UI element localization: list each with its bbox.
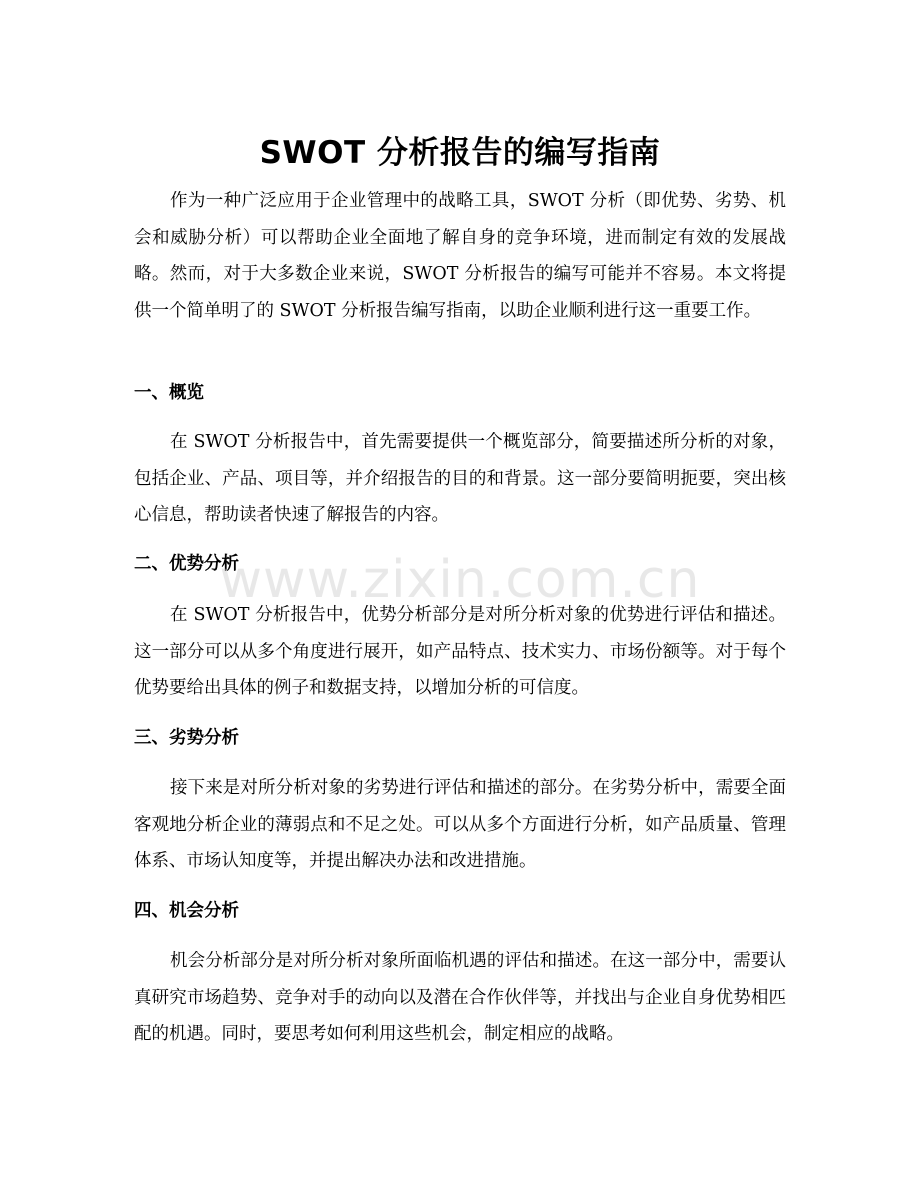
section-body-strengths: 在 SWOT 分析报告中，优势分析部分是对所分析对象的优势进行评估和描述。这一部分可以从多个角度进行展开，如产品特点、技术实力、市场份额等。对于每个优势要给出具体的例子和数据支持，以增加分析的可信度。 — [134, 605, 786, 698]
section-body-weaknesses: 接下来是对所分析对象的劣势进行评估和描述的部分。在劣势分析中，需要全面客观地分析企业的薄弱点和不足之处。可以从多个方面进行分析，如产品质量、管理体系、市场认知度等，并提出解决办法和改进措施。 — [134, 778, 786, 871]
section-body-opportunities: 机会分析部分是对所分析对象所面临机遇的评估和描述。在这一部分中，需要认真研究市场趋势、竞争对手的动向以及潜在合作伙伴等，并找出与企业自身优势相匹配的机遇。同时，要思考如何利用这些机会，制定相应的战略。 — [134, 951, 786, 1044]
section-body-overview: 在 SWOT 分析报告中，首先需要提供一个概览部分，简要描述所分析的对象，包括企业、产品、项目等，并介绍报告的目的和背景。这一部分要简明扼要，突出核心信息，帮助读者快速了解报告的内容。 — [134, 432, 786, 525]
section-heading-weaknesses: 三、劣势分析 — [134, 728, 239, 748]
document-title: SWOT 分析报告的编写指南 — [259, 134, 661, 171]
section-heading-opportunities: 四、机会分析 — [134, 901, 239, 921]
section-heading-overview: 一、概览 — [134, 383, 204, 403]
watermark: www.zixin.com.cn — [219, 550, 701, 610]
intro-paragraph: 作为一种广泛应用于企业管理中的战略工具，SWOT 分析（即优势、劣势、机会和威胁分析）可以帮助企业全面地了解自身的竞争环境，进而制定有效的发展战略。然而，对于大多数企业来说，SWOT 分析报告的编写可能并不容易。本文将提供一个简单明了的 SWOT 分析报告编写指南，以助企业顺利进行这一重要工作。 — [134, 191, 786, 321]
section-heading-strengths: 二、优势分析 — [134, 554, 239, 574]
